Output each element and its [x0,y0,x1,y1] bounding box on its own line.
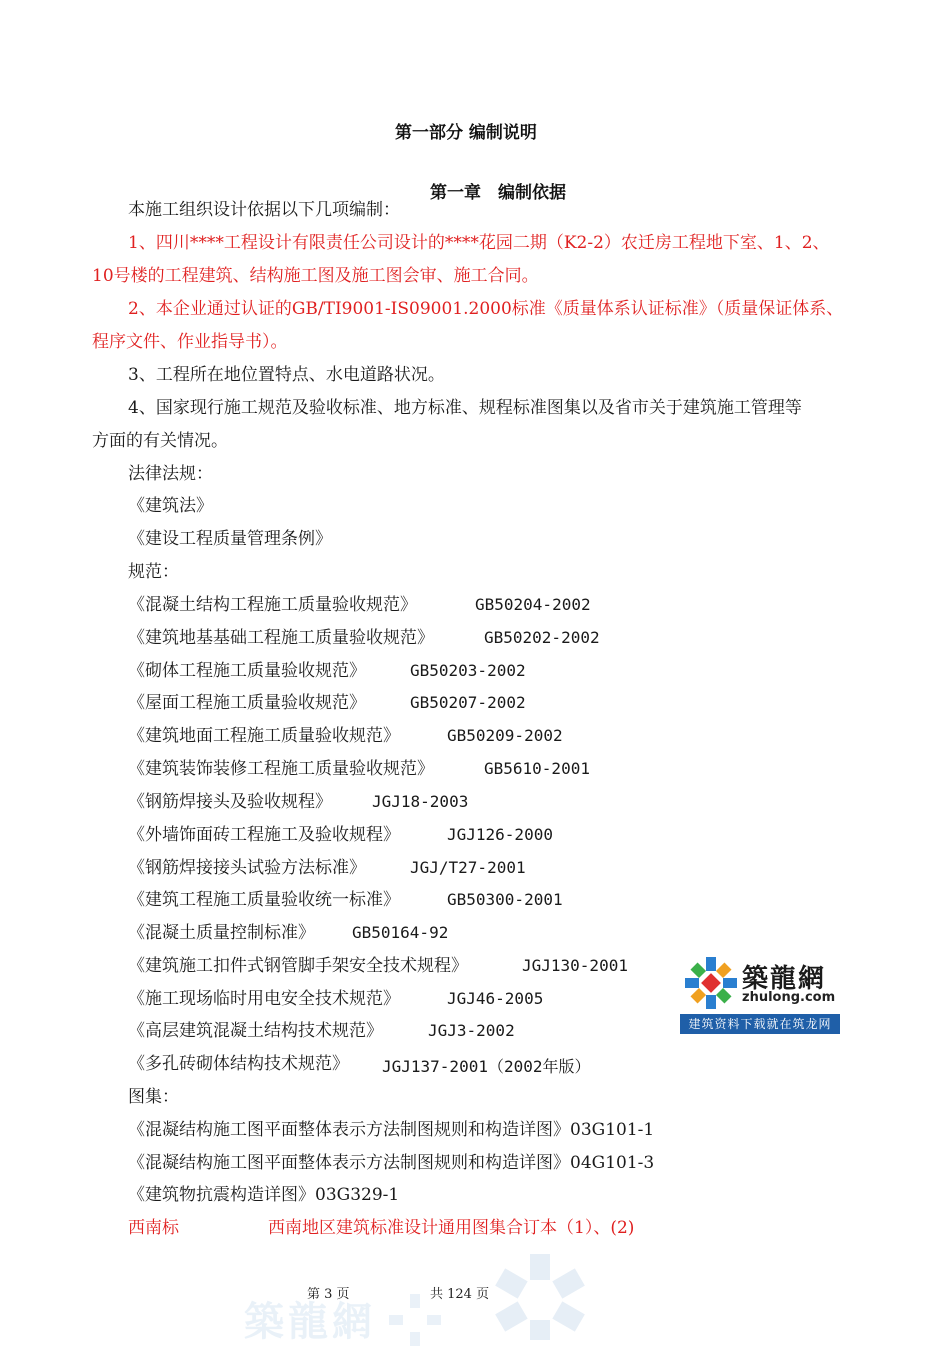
watermark-small-snowflake-icon [385,1290,445,1350]
spec-code: JGJ3-2002 [428,1021,515,1040]
spec-name: 《外墙饰面砖工程施工及验收规程》 [128,825,400,845]
spec-name: 《钢筋焊接头及验收规程》 [128,792,332,812]
item-3: 3、工程所在地位置特点、水电道路状况。 [128,365,445,385]
spec-name: 《建筑地面工程施工质量验收规范》 [128,726,400,746]
watermark-snowflake-icon [480,1250,600,1340]
item-1-line-1: 1、四川****工程设计有限责任公司设计的****花园二期（K2-2）农迁房工程地下室、1、2、 [128,233,830,253]
specs-heading: 规范： [128,562,179,582]
spec-code: GB5610-2001 [484,759,590,778]
spec-code: JGJ/T27-2001 [410,858,526,877]
chapter-title: 第一章 编制依据 [430,183,566,203]
spec-code: GB50300-2001 [447,890,563,909]
logo-name: 築龍網 [742,964,827,994]
spec-name: 《建筑施工扣件式钢管脚手架安全技术规程》 [128,956,468,976]
item-2-line-2: 程序文件、作业指导书）。 [92,332,288,352]
laws-heading: 法律法规： [128,464,213,484]
spec-code: GB50204-2002 [475,595,591,614]
spec-name: 《钢筋焊接接头试验方法标准》 [128,858,366,878]
law-item: 《建筑法》 [128,496,213,516]
zhulong-logo [680,952,840,1034]
spec-name: 《混凝土结构工程施工质量验收规范》 [128,595,417,615]
part-title: 第一部分 编制说明 [395,123,537,143]
logo-slogan: 建筑资料下载就在筑龙网 [680,1014,840,1034]
spec-code: JGJ126-2000 [447,825,553,844]
spec-code: JGJ18-2003 [372,792,469,811]
intro-text: 本施工组织设计依据以下几项编制： [128,200,400,220]
spec-name: 《建筑工程施工质量验收统一标准》 [128,890,400,910]
spec-name: 《施工现场临时用电安全技术规范》 [128,989,400,1009]
spec-code: GB50203-2002 [410,661,526,680]
spec-name: 《屋面工程施工质量验收规范》 [128,693,366,713]
spec-name: 《多孔砖砌体结构技术规范》 [128,1054,349,1074]
page-total: 共 124 页 [430,1287,490,1302]
page-number: 第 3 页 [307,1287,350,1302]
spec-code: JGJ137-2001（2002年版） [382,1057,591,1076]
spec-name: 《建筑地基基础工程施工质量验收规范》 [128,628,434,648]
spec-name: 《砌体工程施工质量验收规范》 [128,661,366,681]
spec-name: 《建筑装饰装修工程施工质量验收规范》 [128,759,434,779]
spec-code: GB50164-92 [352,923,449,942]
law-item: 《建设工程质量管理条例》 [128,529,332,549]
spec-code: GB50202-2002 [484,628,600,647]
southwest-text: 西南地区建筑标准设计通用图集合订本（1）、(2) [268,1218,635,1238]
atlas-item: 《混凝结构施工图平面整体表示方法制图规则和构造详图》04G101-3 [128,1153,655,1173]
southwest-label: 西南标 [128,1218,179,1238]
spec-code: JGJ130-2001 [522,956,628,975]
spec-name: 《混凝土质量控制标准》 [128,923,315,943]
logo-url: zhulong.com [742,990,836,1005]
spec-code: GB50209-2002 [447,726,563,745]
item-4-line-1: 4、国家现行施工规范及验收标准、地方标准、规程标准图集以及省市关于建筑施工管理等 [128,398,802,418]
spec-code: GB50207-2002 [410,693,526,712]
item-1-line-2: 10号楼的工程建筑、结构施工图及施工图会审、施工合同。 [92,266,539,286]
item-4-line-2: 方面的有关情况。 [92,431,228,451]
item-2-line-1: 2、本企业通过认证的GB/TI9001-IS09001.2000标准《质量体系认证标准》（质量保证体系、 [128,299,844,319]
spec-code: JGJ46-2005 [447,989,544,1008]
atlas-item: 《建筑物抗震构造详图》03G329-1 [128,1185,400,1205]
snowflake-icon [682,954,740,1012]
atlas-item: 《混凝结构施工图平面整体表示方法制图规则和构造详图》03G101-1 [128,1120,655,1140]
atlas-heading: 图集： [128,1087,179,1107]
watermark-text: 築龍網 [244,1299,376,1345]
spec-name: 《高层建筑混凝土结构技术规范》 [128,1021,383,1041]
